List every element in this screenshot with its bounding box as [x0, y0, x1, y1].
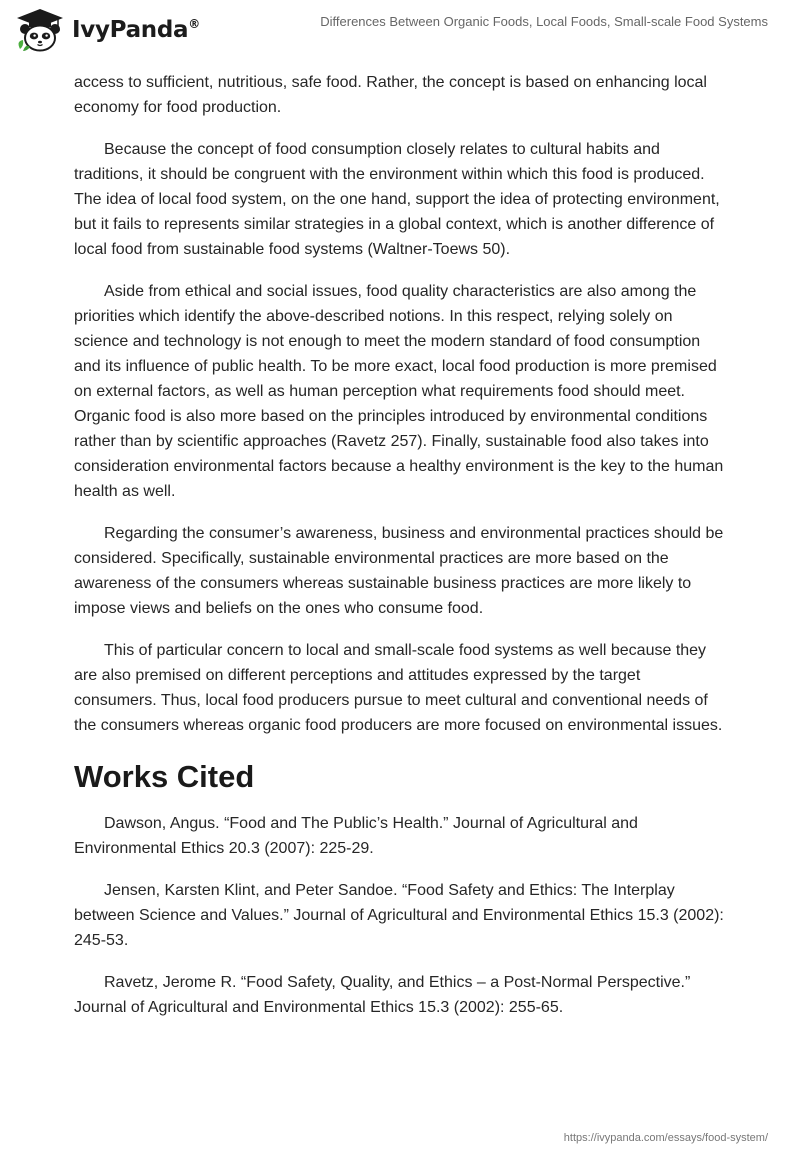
works-cited-heading: Works Cited: [74, 759, 255, 794]
page-header: [0, 0, 800, 62]
citation-entry: Ravetz, Jerome R. “Food Safety, Quality, and Ethics – a Post-Normal Perspective.” Journal of Agricultural and Environmental Ethics 15.3 (2002): 255-65.: [74, 974, 691, 1016]
paragraph: This of particular concern to local and small-scale food systems as well because they are also premised on different perceptions and attitudes expressed by the target consumers. Thus, local food producers pursue to meet cultural and conventional needs of the consumers whereas organic food producers are more focused on environmental issues.: [74, 642, 723, 734]
source-url[interactable]: https://ivypanda.com/essays/food-system/: [563, 1132, 768, 1144]
paragraph: access to sufficient, nutritious, safe food. Rather, the concept is based on enhancing local economy for food production.: [74, 74, 707, 116]
panda-graduate-icon: [14, 7, 66, 53]
paragraph: Because the concept of food consumption closely relates to cultural habits and traditions, it should be congruent with the environment within which this food is produced. The idea of local food system, on the one hand, support the idea of protecting environment, but it fails to represents similar strategies in a global context, which is another difference of local food from sustainable food systems (Waltner-Toews 50).: [74, 141, 720, 258]
citation-entry: Dawson, Angus. “Food and The Public’s Health.” Journal of Agricultural and Environmental Ethics 20.3 (2007): 225-29.: [74, 815, 638, 857]
document-title: Differences Between Organic Foods, Local Foods, Small-scale Food Systems: [320, 14, 768, 29]
citation-entry: Jensen, Karsten Klint, and Peter Sandoe. “Food Safety and Ethics: The Interplay between Science and Values.” Journal of Agricultural and Environmental Ethics 15.3 (2002): 245-53.: [74, 882, 724, 949]
paragraph: Regarding the consumer’s awareness, business and environmental practices should be considered. Specifically, sustainable environmental practices are more based on the awareness of the consumers whereas sustainable business practices are more likely to impose views and beliefs on the ones who consume food.: [74, 525, 724, 617]
paragraph: Aside from ethical and social issues, food quality characteristics are also among the priorities which identify the above-described notions. In this respect, relying solely on science and technology is not enough to meet the modern standard of food consumption and its influence of public health. To be more exact, local food production is more premised on external factors, as well as human perception what requirements food should meet. Organic food is also more based on the principles introduced by environmental conditions rather than by scientific approaches (Ravetz 257). Finally, sustainable food also takes into consideration environmental factors because a healthy environment is the key to the human health as well.: [74, 283, 724, 500]
ivypanda-logo[interactable]: [14, 7, 200, 53]
essay-body: [74, 70, 726, 1037]
logo-wordmark: IvyPanda®: [72, 17, 200, 43]
